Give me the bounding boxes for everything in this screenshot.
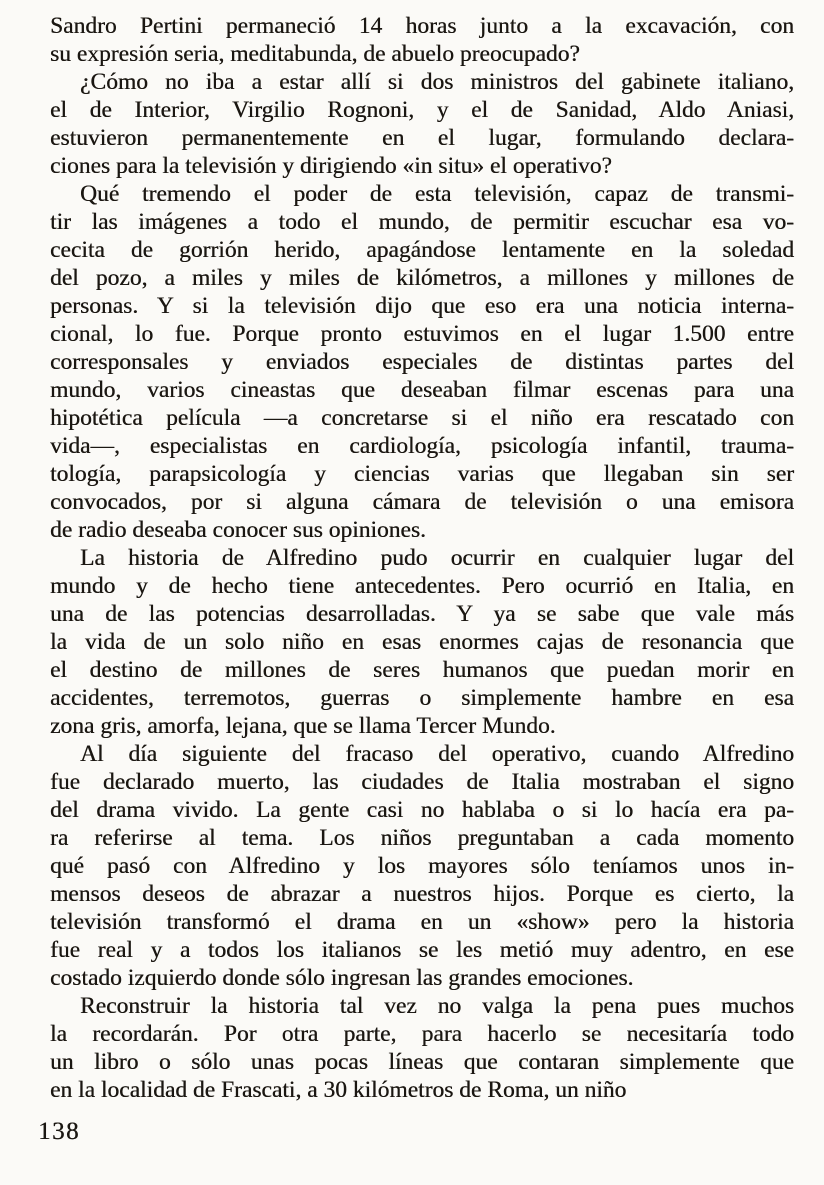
paragraph	[50, 992, 794, 1104]
text-line: de radio deseaba conocer sus opiniones.	[50, 517, 426, 543]
text-line: mundo y de hecho tiene antecedentes. Pero ocurrió en Italia, en	[50, 573, 794, 599]
paragraph	[50, 544, 794, 740]
paragraph	[50, 180, 794, 544]
text-line: ra referirse al tema. Los niños preguntaban a cada momento	[50, 825, 794, 851]
paragraph	[50, 68, 794, 180]
text-line: vida—, especialistas en cardiología, psicología infantil, trauma-	[50, 433, 794, 459]
text-line: corresponsales y enviados especiales de distintas partes del	[50, 349, 794, 375]
text-line: del pozo, a miles y miles de kilómetros, a millones y millones de	[50, 265, 794, 291]
text-line: zona gris, amorfa, lejana, que se llama Tercer Mundo.	[50, 713, 556, 739]
text-line: qué pasó con Alfredino y los mayores sólo teníamos unos in-	[50, 853, 794, 879]
text-line: ciones para la televisión y dirigiendo «in situ» el operativo?	[50, 153, 612, 179]
text-line: cional, lo fue. Porque pronto estuvimos en el lugar 1.500 entre	[50, 321, 794, 347]
text-line: personas. Y si la televisión dijo que eso era una noticia interna-	[50, 293, 794, 319]
text-line: Qué tremendo el poder de esta televisión, capaz de transmi-	[80, 181, 794, 207]
text-line: el destino de millones de seres humanos que puedan morir en	[50, 657, 794, 683]
text-line: mensos deseos de abrazar a nuestros hijos. Porque es cierto, la	[50, 881, 794, 907]
text-line: en la localidad de Frascati, a 30 kilómetros de Roma, un niño	[50, 1077, 627, 1103]
text-line: tología, parapsicología y ciencias varias que llegaban sin ser	[50, 461, 794, 487]
text-line: ¿Cómo no iba a estar allí si dos ministros del gabinete italiano,	[80, 69, 794, 95]
text-line: hipotética película —a concretarse si el niño era rescatado con	[50, 405, 794, 431]
text-line: un libro o sólo unas pocas líneas que contaran simplemente que	[50, 1049, 794, 1075]
text-line: su expresión seria, meditabunda, de abuelo preocupado?	[50, 41, 580, 67]
text-line: cecita de gorrión herido, apagándose lentamente en la soledad	[50, 237, 794, 263]
text-line: costado izquierdo donde sólo ingresan las grandes emociones.	[50, 965, 634, 991]
text-line: Al día siguiente del fracaso del operativo, cuando Alfredino	[80, 741, 794, 767]
text-line: la recordarán. Por otra parte, para hacerlo se necesitaría todo	[50, 1021, 794, 1047]
page-number: 138	[38, 1118, 80, 1145]
text-line: el de Interior, Virgilio Rognoni, y el de Sanidad, Aldo Aniasi,	[50, 97, 794, 123]
paragraph	[50, 740, 794, 992]
text-line: mundo, varios cineastas que deseaban filmar escenas para una	[50, 377, 794, 403]
text-line: La historia de Alfredino pudo ocurrir en cualquier lugar del	[80, 545, 794, 571]
text-line: fue real y a todos los italianos se les metió muy adentro, en ese	[50, 937, 794, 963]
text-line: televisión transformó el drama en un «show» pero la historia	[50, 909, 794, 935]
body-text	[50, 12, 794, 1104]
text-line: convocados, por si alguna cámara de televisión o una emisora	[50, 489, 794, 515]
text-line: accidentes, terremotos, guerras o simplemente hambre en esa	[50, 685, 794, 711]
text-line: Sandro Pertini permaneció 14 horas junto a la excavación, con	[50, 13, 794, 39]
text-line: tir las imágenes a todo el mundo, de permitir escuchar esa vo-	[50, 209, 794, 235]
text-line: del drama vivido. La gente casi no hablaba o si lo hacía era pa-	[50, 797, 794, 823]
text-line: la vida de un solo niño en esas enormes cajas de resonancia que	[50, 629, 794, 655]
text-line: Reconstruir la historia tal vez no valga la pena pues muchos	[80, 993, 794, 1019]
text-line: fue declarado muerto, las ciudades de Italia mostraban el signo	[50, 769, 794, 795]
paragraph	[50, 12, 794, 68]
text-line: una de las potencias desarrolladas. Y ya se sabe que vale más	[50, 601, 794, 627]
text-line: estuvieron permanentemente en el lugar, formulando declara-	[50, 125, 794, 151]
